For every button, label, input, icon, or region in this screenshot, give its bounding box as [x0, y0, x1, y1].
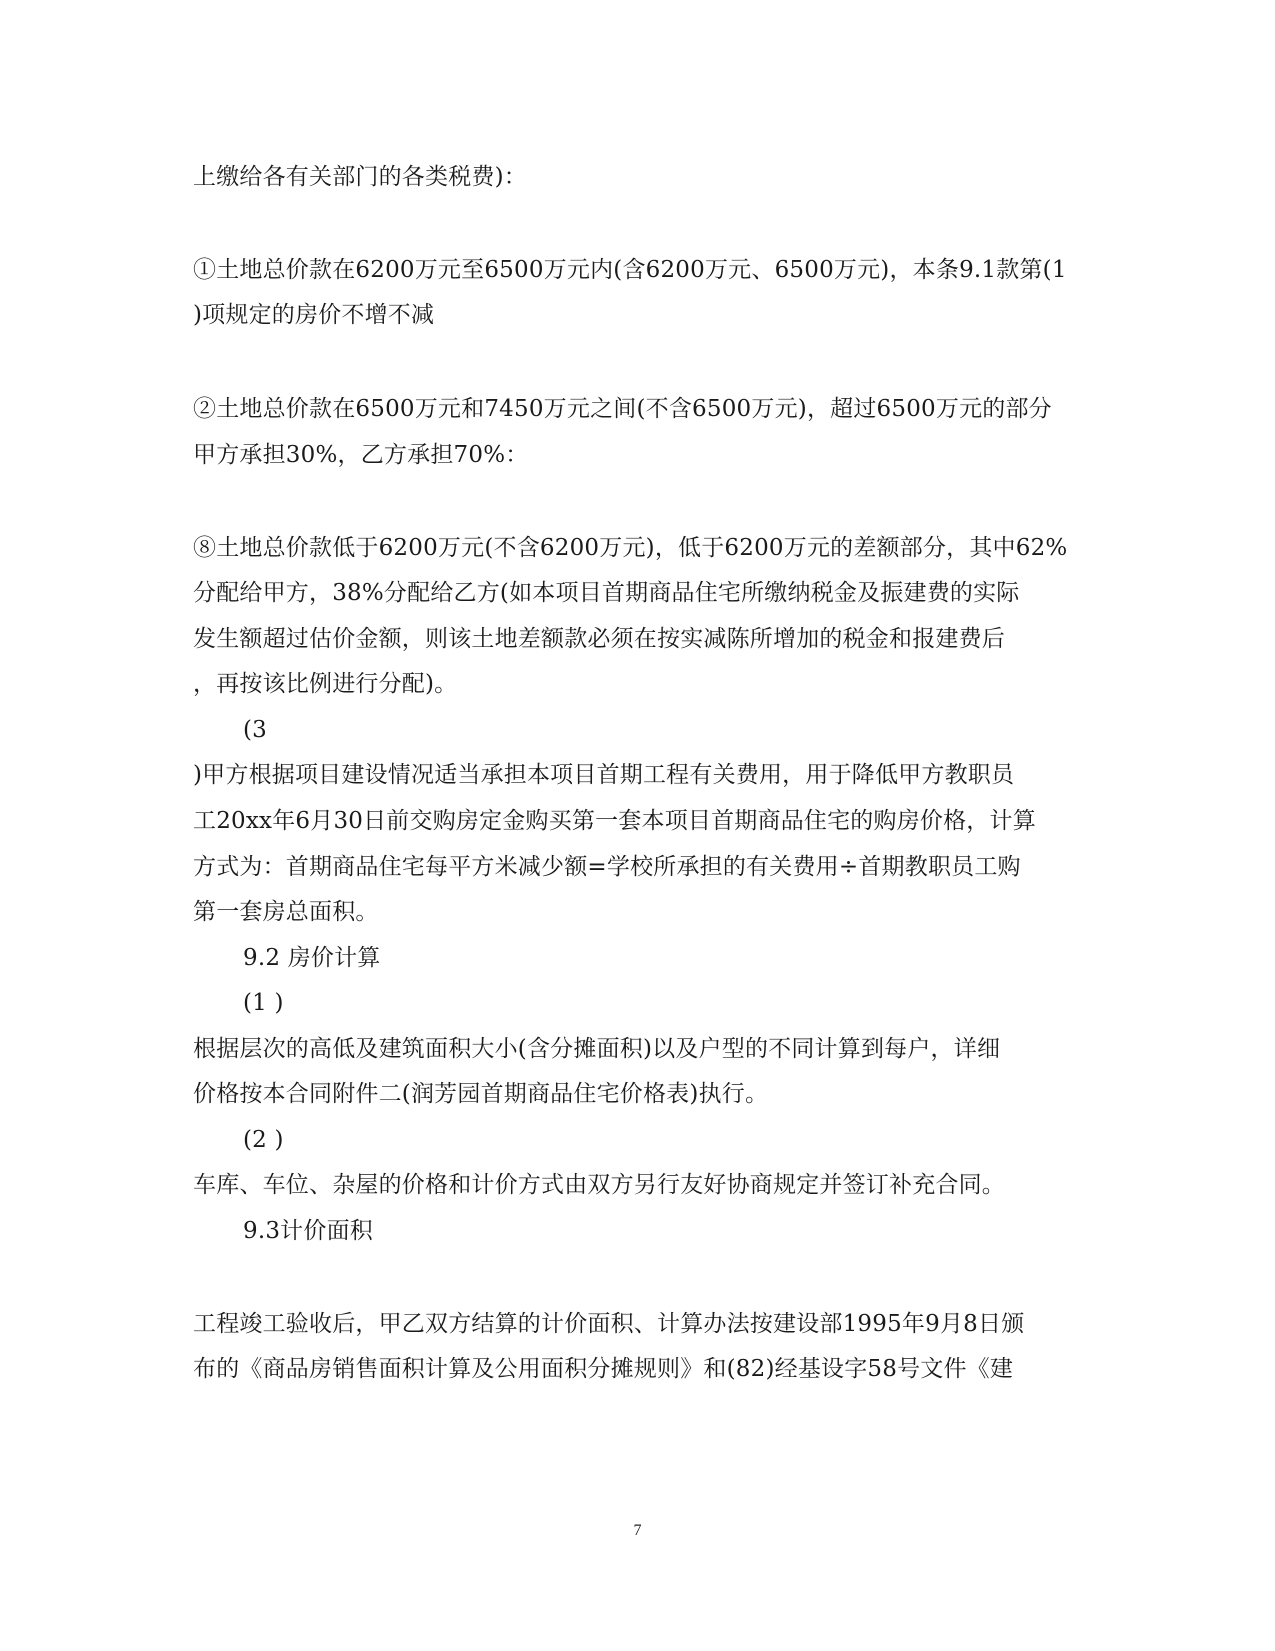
text-line: )甲方根据项目建设情况适当承担本项目首期工程有关费用，用于降低甲方教职员 — [193, 762, 1015, 788]
text-line: 分配给甲方，38%分配给乙方(如本项目首期商品住宅所缴纳税金及振建费的实际 — [193, 580, 1020, 606]
text-line: 发生额超过估价金额，则该土地差额款必须在按实减陈所增加的税金和报建费后 — [193, 626, 1005, 652]
text-line: ⑧土地总价款低于6200万元(不含6200万元)，低于6200万元的差额部分，其中62% — [193, 535, 1068, 561]
text-line: (3 — [243, 717, 268, 743]
text-line: 车库、车位、杂屋的价格和计价方式由双方另行友好协商规定并签订补充合同。 — [193, 1172, 1005, 1198]
section-heading: 9.3计价面积 — [243, 1218, 373, 1244]
page-number: 7 — [633, 1522, 642, 1539]
text-line: (1 ) — [243, 990, 284, 1016]
text-line: ②土地总价款在6500万元和7450万元之间(不含6500万元)，超过6500万元的部分 — [193, 396, 1052, 422]
text-line: 价格按本合同附件二(润芳园首期商品住宅价格表)执行。 — [193, 1081, 769, 1107]
text-line: 工程竣工验收后，甲乙双方结算的计价面积、计算办法按建设部1995年9月8日颁 — [193, 1311, 1025, 1337]
text-line: )项规定的房价不增不减 — [193, 302, 435, 328]
text-line: 根据层次的高低及建筑面积大小(含分摊面积)以及户型的不同计算到每户，详细 — [193, 1036, 1001, 1062]
text-line: 第一套房总面积。 — [193, 899, 379, 925]
text-line: (2 ) — [243, 1127, 284, 1153]
text-line: 上缴给各有关部门的各类税费)： — [193, 164, 527, 190]
text-line: 方式为：首期商品住宅每平方米减少额=学校所承担的有关费用÷首期教职员工购 — [193, 854, 1021, 880]
section-heading: 9.2 房价计算 — [243, 945, 381, 971]
text-line: ，再按该比例进行分配)。 — [193, 671, 458, 697]
text-line: 工20xx年6月30日前交购房定金购买第一套本项目首期商品住宅的购房价格，计算 — [193, 808, 1036, 834]
text-line: 布的《商品房销售面积计算及公用面积分摊规则》和(82)经基设字58号文件《建 — [193, 1356, 1014, 1382]
text-line: 甲方承担30%，乙方承担70%： — [193, 442, 529, 468]
text-line: ①土地总价款在6200万元至6500万元内(含6200万元、6500万元)，本条9.1款第(1 — [193, 257, 1067, 283]
